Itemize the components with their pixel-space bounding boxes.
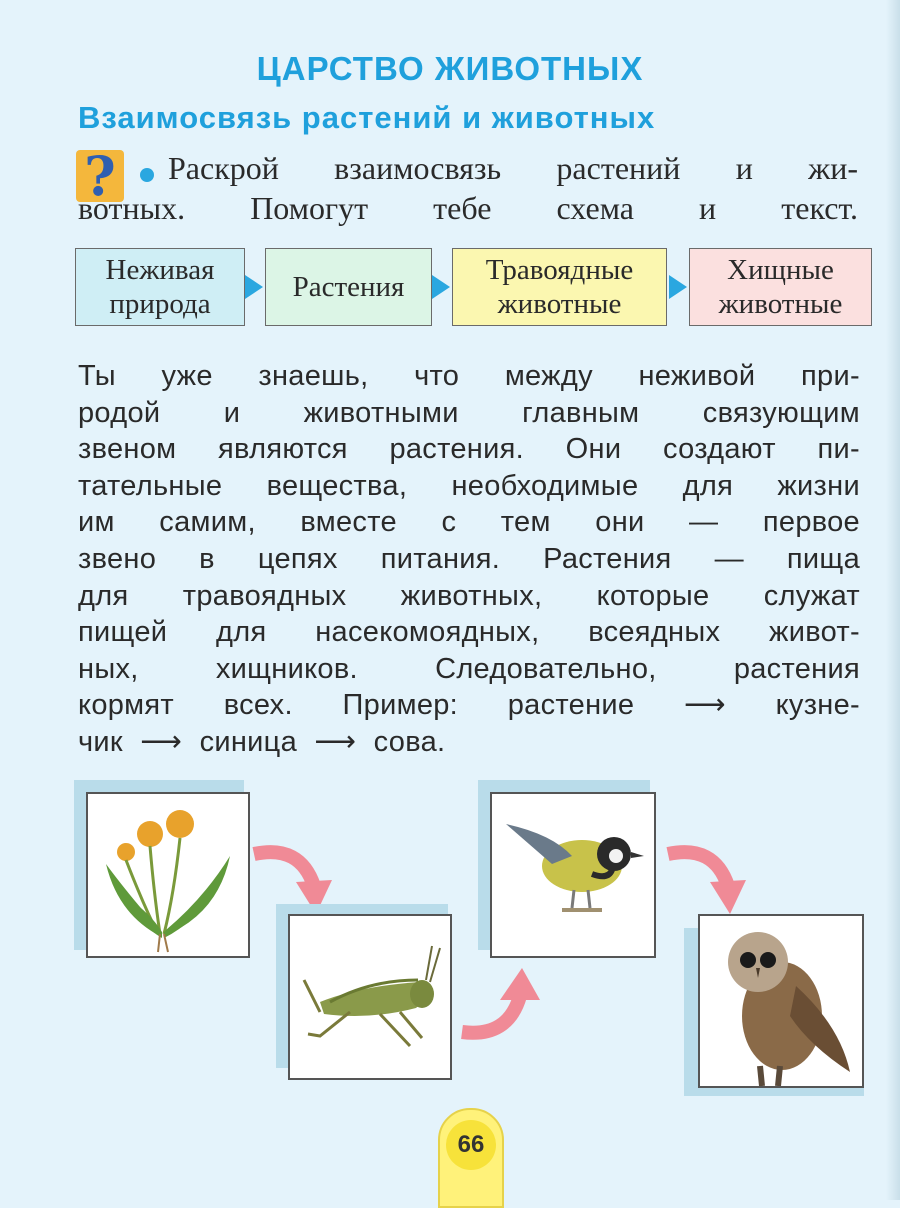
scheme-box-line: животные [497, 288, 622, 320]
scheme-box-line: животные [718, 288, 843, 320]
text-line: звено в цепях питания. Растения — пища [78, 542, 860, 575]
scheme-box-predators [689, 248, 872, 326]
task-line-1: Раскрой взаимосвязь растений и жи- [168, 150, 858, 186]
task-line-2: вотных. Помогут тебе схема и текст. [78, 190, 858, 226]
scheme-box-line: природа [109, 288, 211, 320]
text-line: ных, хищников. Следовательно, растения [78, 652, 860, 685]
chain-arrow-icon [664, 840, 754, 920]
text-line: звеном являются растения. Они создают пи- [78, 433, 860, 466]
chain-arrow-icon [456, 966, 546, 1046]
text-line: им самим, вместе с тем они — первое [78, 506, 860, 539]
text-line: для травоядных животных, которые служат [78, 579, 860, 612]
scheme-box-line: Хищные [727, 254, 834, 286]
scheme-box-nonliving-nature [75, 248, 245, 326]
chapter-title: ЦАРСТВО ЖИВОТНЫХ [256, 50, 644, 87]
owl-image [700, 916, 862, 1086]
grasshopper-photo [288, 914, 452, 1080]
scheme-arrow-icon [669, 275, 687, 299]
page-edge [886, 0, 900, 1200]
scheme-box-line: Неживая [105, 254, 215, 286]
text-line: родой и животными главным связующим [78, 396, 860, 429]
scheme-box-line: Растения [292, 271, 405, 303]
dandelion-photo [86, 792, 250, 958]
section-title: Взаимосвязь растений и животных [78, 100, 656, 135]
page-number: 66 [446, 1120, 496, 1170]
text-line: пищей для насекомоядных, всеядных живот- [78, 616, 860, 649]
text-line: тательные вещества, необходимые для жизни [78, 469, 860, 502]
text-line: Ты уже знаешь, что между неживой при- [78, 360, 860, 392]
scheme-box-plants [265, 248, 432, 326]
dandelion-image [88, 794, 248, 956]
text-line: кормят всех. Пример: растение ⟶ кузне- [78, 689, 860, 722]
text-line: чик ⟶ синица ⟶ сова. [78, 725, 446, 758]
bullet-icon [140, 168, 154, 182]
scheme-arrow-icon [432, 275, 450, 299]
body-text [78, 358, 860, 761]
owl-photo [698, 914, 864, 1088]
titmouse-image [492, 794, 654, 956]
grasshopper-image [290, 916, 450, 1078]
titmouse-photo [490, 792, 656, 958]
scheme-box-line: Травоядные [485, 254, 634, 286]
scheme-arrow-icon [245, 275, 263, 299]
question-icon: ? [76, 150, 124, 202]
scheme-box-herbivores [452, 248, 667, 326]
